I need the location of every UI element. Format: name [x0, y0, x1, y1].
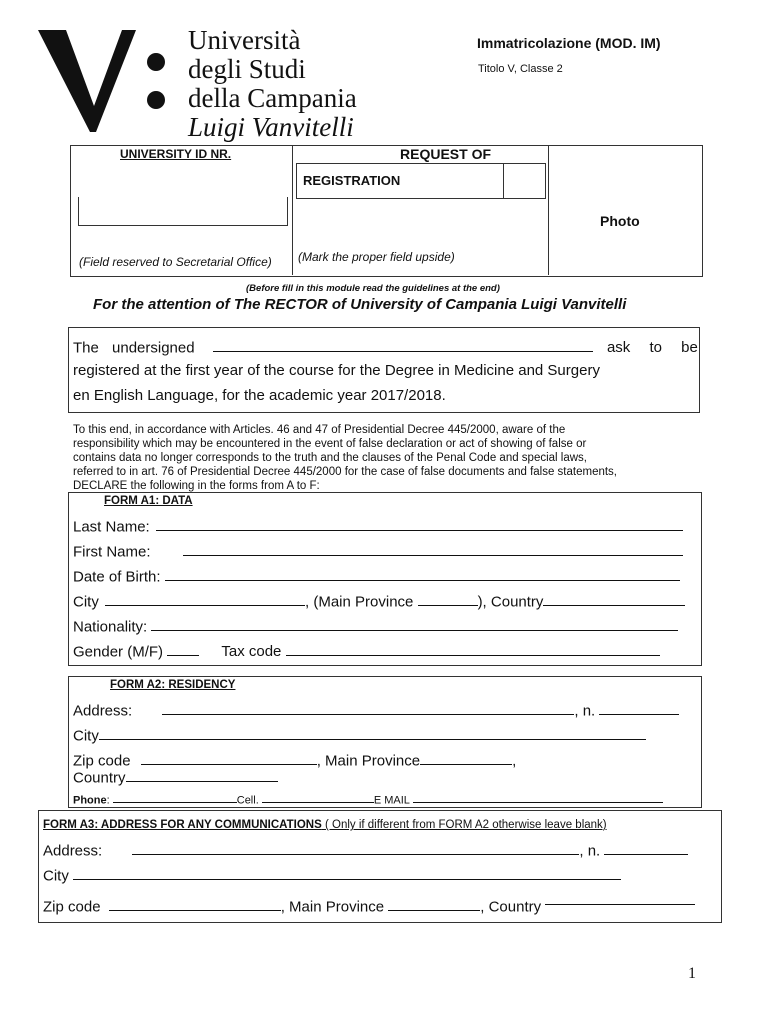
form-a3-title-line	[43, 819, 607, 831]
university-id-label: UNIVERSITY ID NR.	[120, 147, 232, 161]
declaration-line: contains data no longer corresponds to the truth and the clauses of the Penal Code and special laws,	[73, 452, 587, 464]
a2-number-field[interactable]	[599, 700, 679, 715]
country-field[interactable]	[543, 591, 685, 606]
a3-number-field[interactable]	[604, 840, 688, 855]
declaration-line: To this end, in accordance with Articles. 46 and 47 of Presidential Decree 445/2000, aware of the	[73, 424, 566, 436]
divider-1	[292, 146, 293, 275]
a3-country-field[interactable]	[545, 890, 695, 905]
a2-cell-label: Cell.	[236, 794, 259, 807]
university-id-field[interactable]	[78, 197, 288, 226]
attention-line: For the attention of The RECTOR of University of Campania Luigi Vanvitelli	[93, 296, 627, 313]
declaration-line: DECLARE the following in the forms from A to F:	[73, 480, 320, 492]
a3-main-province-field[interactable]	[388, 896, 480, 911]
a2-city-label: City	[73, 727, 99, 745]
a2-email-field[interactable]	[413, 792, 663, 803]
gender-label: Gender (M/F)	[73, 643, 164, 661]
divider-2	[548, 146, 549, 275]
university-name-line2: degli Studi	[188, 54, 306, 84]
a2-zip-field[interactable]	[141, 750, 317, 765]
form-a3-note: ( Only if different from FORM A2 otherwise leave blank)	[321, 819, 607, 831]
v-logo-icon	[36, 28, 176, 138]
form-a2-title: FORM A2: RESIDENCY	[110, 679, 236, 691]
a2-phone-colon: :	[106, 794, 110, 807]
a2-comma: ,	[512, 752, 517, 770]
form-a3-title: FORM A3: ADDRESS FOR ANY COMMUNICATIONS	[43, 819, 322, 831]
undersigned-line3: en English Language, for the academic year 2017/2018.	[73, 387, 446, 404]
registration-label: REGISTRATION	[303, 173, 401, 188]
a2-n-label: , n.	[574, 702, 596, 720]
page-number: 1	[688, 965, 696, 982]
main-province-label: , (Main Province	[305, 593, 414, 611]
guidelines-note: (Before fill in this module read the guidelines at the end)	[246, 283, 500, 294]
a2-country-label: Country	[73, 769, 126, 787]
guidelines-note-text: Before fill in this module read the guidelines at the end	[249, 283, 497, 294]
first-name-field[interactable]	[183, 541, 683, 556]
a2-phone-label: Phone	[73, 794, 107, 807]
country-label: ), Country	[477, 593, 544, 611]
first-name-label: First Name:	[73, 543, 151, 561]
undersigned-line1	[73, 337, 698, 356]
university-name-line3: della Campania	[188, 83, 357, 113]
gender-field[interactable]	[167, 641, 199, 656]
a2-address-label: Address:	[73, 702, 133, 720]
university-name-sub: Luigi Vanvitelli	[188, 112, 354, 142]
registration-checkbox[interactable]	[503, 163, 504, 198]
last-name-label: Last Name:	[73, 518, 150, 536]
declaration-text	[73, 423, 617, 493]
a3-zip-label: Zip code	[43, 898, 101, 916]
nationality-field[interactable]	[151, 616, 678, 631]
a2-zip-label: Zip code	[73, 752, 131, 770]
a2-main-province-label: , Main Province	[316, 752, 421, 770]
undersigned-label: The undersigned	[73, 339, 195, 357]
form-class: Titolo V, Classe 2	[478, 63, 563, 75]
dob-field[interactable]	[165, 566, 680, 581]
main-province-field[interactable]	[418, 591, 478, 606]
undersigned-name-field[interactable]	[213, 337, 593, 352]
university-logo	[36, 28, 176, 138]
a3-main-province-label: , Main Province	[280, 898, 385, 916]
declaration-line: responsibility which may be encountered in the event of false declaration or act of showing of false or	[73, 438, 587, 450]
form-a1-title: FORM A1: DATA	[104, 495, 193, 507]
nationality-label: Nationality:	[73, 618, 148, 636]
a3-n-label: , n.	[579, 842, 601, 860]
dob-label: Date of Birth:	[73, 568, 161, 586]
a2-city-field[interactable]	[99, 725, 646, 740]
a3-zip-field[interactable]	[109, 896, 281, 911]
tax-code-label: Tax code	[221, 643, 282, 661]
a2-main-province-field[interactable]	[420, 750, 512, 765]
a2-country-field[interactable]	[126, 767, 278, 782]
a2-phone-field[interactable]	[113, 792, 237, 803]
undersigned-line2: registered at the first year of the course for the Degree in Medicine and Surgery	[73, 362, 600, 379]
university-name	[188, 26, 357, 142]
photo-label: Photo	[600, 213, 640, 229]
a3-address-label: Address:	[43, 842, 103, 860]
city-label: City	[73, 593, 99, 611]
form-title: Immatricolazione (MOD. IM)	[477, 35, 661, 51]
a3-country-label: , Country	[480, 898, 542, 916]
city-field[interactable]	[105, 591, 305, 606]
tax-code-field[interactable]	[286, 641, 660, 656]
a2-email-label: E MAIL	[373, 794, 410, 807]
a3-city-field[interactable]	[73, 865, 621, 880]
university-name-line1: Università	[188, 25, 301, 55]
last-name-field[interactable]	[156, 516, 683, 531]
ask-to-be: ask to be	[606, 339, 698, 357]
a3-city-label: City	[43, 867, 69, 885]
mark-note: (Mark the proper field upside)	[298, 250, 455, 264]
a2-cell-field[interactable]	[262, 792, 374, 803]
a3-address-field[interactable]	[132, 840, 579, 855]
id-note: (Field reserved to Secretarial Office)	[79, 255, 272, 269]
request-of: REQUEST OF	[400, 146, 492, 162]
declaration-line: referred to in art. 76 of Presidential Decree 445/2000 for the case of false documents and false statements,	[73, 466, 618, 478]
a2-address-field[interactable]	[162, 700, 574, 715]
